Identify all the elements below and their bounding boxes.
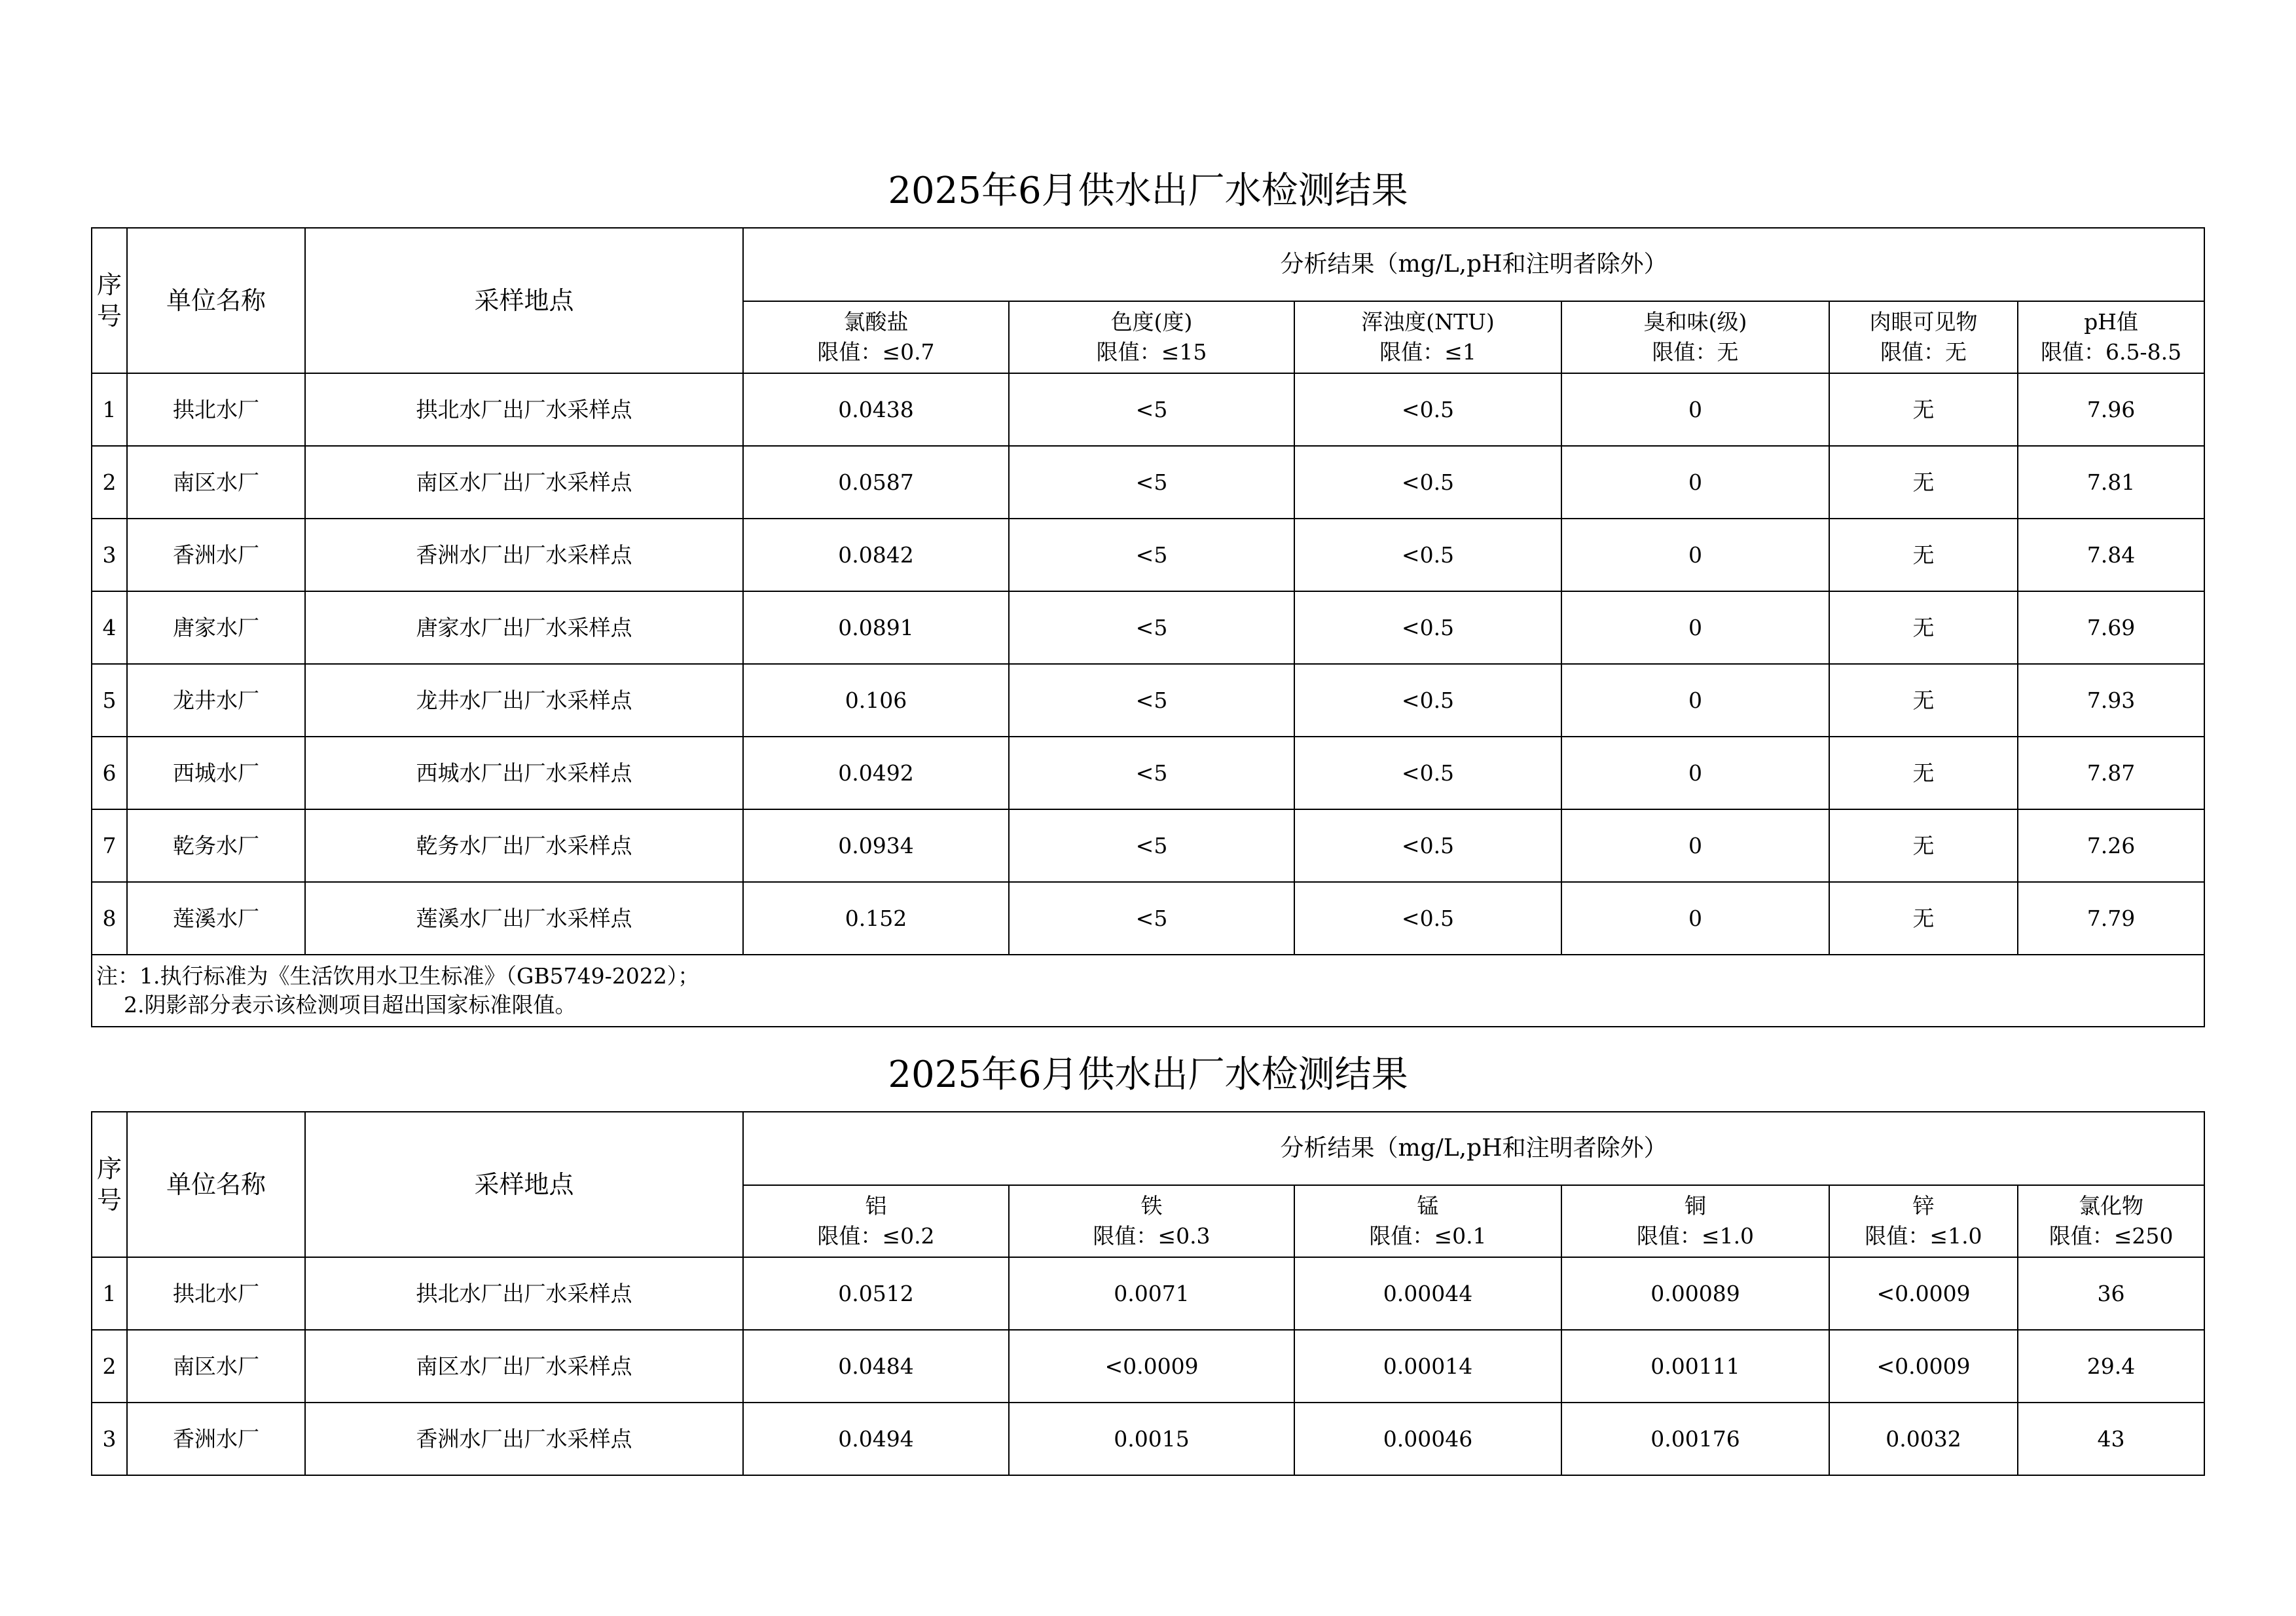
notes-row	[92, 955, 2204, 1027]
sample-location-header: 采样地点	[305, 228, 743, 373]
table-row	[92, 1257, 2204, 1330]
value-cell: 7.93	[2018, 664, 2204, 737]
value-cell: 无	[1829, 519, 2018, 591]
unit-cell: 唐家水厂	[127, 591, 305, 664]
value-cell: <0.0009	[1009, 1330, 1294, 1403]
value-cell: 0.0842	[743, 519, 1009, 591]
value-cell: 36	[2018, 1257, 2204, 1330]
value-cell: 0.0438	[743, 373, 1009, 446]
value-cell: 7.79	[2018, 882, 2204, 955]
location-cell: 南区水厂出厂水采样点	[305, 1330, 743, 1403]
value-cell: <5	[1009, 737, 1294, 809]
param-header-color: 色度(度) 限值：≤15	[1009, 301, 1294, 373]
table-row	[92, 1330, 2204, 1403]
value-cell: <5	[1009, 664, 1294, 737]
value-cell: 0.0587	[743, 446, 1009, 519]
value-cell: 0.0891	[743, 591, 1009, 664]
value-cell: 0	[1561, 446, 1829, 519]
notes-cell	[92, 955, 2204, 1027]
value-cell: <0.5	[1294, 664, 1561, 737]
table-row	[92, 373, 2204, 446]
value-cell: <5	[1009, 446, 1294, 519]
unit-name-header: 单位名称	[127, 228, 305, 373]
location-cell: 龙井水厂出厂水采样点	[305, 664, 743, 737]
value-cell: 7.69	[2018, 591, 2204, 664]
note-standard: 注：1.执行标准为《生活饮用水卫生标准》（GB5749-2022）；	[96, 963, 700, 989]
value-cell: 7.96	[2018, 373, 2204, 446]
value-cell: <0.5	[1294, 591, 1561, 664]
value-cell: <0.0009	[1829, 1330, 2018, 1403]
value-cell: <0.0009	[1829, 1257, 2018, 1330]
unit-cell: 拱北水厂	[127, 373, 305, 446]
value-cell: <5	[1009, 519, 1294, 591]
table-row	[92, 446, 2204, 519]
unit-cell: 莲溪水厂	[127, 882, 305, 955]
location-cell: 唐家水厂出厂水采样点	[305, 591, 743, 664]
value-cell: 0.00089	[1561, 1257, 1829, 1330]
value-cell: <5	[1009, 809, 1294, 882]
unit-cell: 香洲水厂	[127, 519, 305, 591]
value-cell: 无	[1829, 591, 2018, 664]
param-header-iron: 铁 限值：≤0.3	[1009, 1185, 1294, 1257]
value-cell: <5	[1009, 882, 1294, 955]
seq-cell: 2	[92, 446, 127, 519]
value-cell: 0.00014	[1294, 1330, 1561, 1403]
seq-header: 序号	[92, 228, 127, 373]
seq-cell: 1	[92, 1257, 127, 1330]
sample-location-header: 采样地点	[305, 1112, 743, 1257]
value-cell: 43	[2018, 1403, 2204, 1475]
param-header-manganese: 锰 限值：≤0.1	[1294, 1185, 1561, 1257]
value-cell: 无	[1829, 446, 2018, 519]
table-row	[92, 519, 2204, 591]
location-cell: 南区水厂出厂水采样点	[305, 446, 743, 519]
table-row	[92, 1403, 2204, 1475]
value-cell: 7.84	[2018, 519, 2204, 591]
value-cell: 0.152	[743, 882, 1009, 955]
unit-cell: 南区水厂	[127, 446, 305, 519]
page-title: 2025年6月供水出厂水检测结果	[888, 170, 1408, 212]
value-cell: <0.5	[1294, 519, 1561, 591]
analysis-group-header: 分析结果（mg/L,pH和注明者除外）	[743, 1112, 2204, 1185]
unit-cell: 乾务水厂	[127, 809, 305, 882]
value-cell: 7.26	[2018, 809, 2204, 882]
seq-cell: 5	[92, 664, 127, 737]
value-cell: 0.0015	[1009, 1403, 1294, 1475]
value-cell: 0.00111	[1561, 1330, 1829, 1403]
seq-cell: 4	[92, 591, 127, 664]
unit-cell: 西城水厂	[127, 737, 305, 809]
value-cell: <0.5	[1294, 737, 1561, 809]
value-cell: 0.00044	[1294, 1257, 1561, 1330]
value-cell: 0.0934	[743, 809, 1009, 882]
location-cell: 香洲水厂出厂水采样点	[305, 519, 743, 591]
seq-cell: 1	[92, 373, 127, 446]
value-cell: <0.5	[1294, 882, 1561, 955]
location-cell: 拱北水厂出厂水采样点	[305, 373, 743, 446]
table-row	[92, 664, 2204, 737]
value-cell: 7.81	[2018, 446, 2204, 519]
value-cell: <5	[1009, 591, 1294, 664]
value-cell: 0	[1561, 882, 1829, 955]
param-header-chlorate: 氯酸盐 限值：≤0.7	[743, 301, 1009, 373]
seq-cell: 8	[92, 882, 127, 955]
location-cell: 乾务水厂出厂水采样点	[305, 809, 743, 882]
value-cell: 无	[1829, 373, 2018, 446]
value-cell: 0.0494	[743, 1403, 1009, 1475]
table-row	[92, 591, 2204, 664]
value-cell: 0.0071	[1009, 1257, 1294, 1330]
value-cell: 无	[1829, 882, 2018, 955]
seq-cell: 3	[92, 519, 127, 591]
value-cell: 0	[1561, 737, 1829, 809]
page-title-2: 2025年6月供水出厂水检测结果	[888, 1054, 1408, 1096]
param-header-odor: 臭和味(级) 限值：无	[1561, 301, 1829, 373]
value-cell: 0.106	[743, 664, 1009, 737]
location-cell: 莲溪水厂出厂水采样点	[305, 882, 743, 955]
value-cell: <0.5	[1294, 446, 1561, 519]
seq-cell: 6	[92, 737, 127, 809]
seq-cell: 7	[92, 809, 127, 882]
results-table-1	[91, 227, 2205, 1027]
value-cell: 0	[1561, 664, 1829, 737]
value-cell: 无	[1829, 664, 2018, 737]
value-cell: 0.0484	[743, 1330, 1009, 1403]
value-cell: 0	[1561, 519, 1829, 591]
value-cell: 0.00046	[1294, 1403, 1561, 1475]
value-cell: 无	[1829, 809, 2018, 882]
param-header-visible-matter: 肉眼可见物 限值：无	[1829, 301, 2018, 373]
unit-cell: 南区水厂	[127, 1330, 305, 1403]
unit-cell: 龙井水厂	[127, 664, 305, 737]
value-cell: 29.4	[2018, 1330, 2204, 1403]
seq-header: 序号	[92, 1112, 127, 1257]
value-cell: 0.0492	[743, 737, 1009, 809]
table-row	[92, 809, 2204, 882]
value-cell: 0	[1561, 373, 1829, 446]
param-header-aluminum: 铝 限值：≤0.2	[743, 1185, 1009, 1257]
param-header-zinc: 锌 限值：≤1.0	[1829, 1185, 2018, 1257]
value-cell: 0.0512	[743, 1257, 1009, 1330]
note-shading: 2.阴影部分表示该检测项目超出国家标准限值。	[124, 992, 577, 1018]
value-cell: 0	[1561, 809, 1829, 882]
analysis-group-header: 分析结果（mg/L,pH和注明者除外）	[743, 228, 2204, 301]
table-row	[92, 882, 2204, 955]
unit-cell: 香洲水厂	[127, 1403, 305, 1475]
value-cell: 0.00176	[1561, 1403, 1829, 1475]
value-cell: 无	[1829, 737, 2018, 809]
param-header-turbidity: 浑浊度(NTU) 限值：≤1	[1294, 301, 1561, 373]
param-header-copper: 铜 限值：≤1.0	[1561, 1185, 1829, 1257]
value-cell: 0	[1561, 591, 1829, 664]
value-cell: <0.5	[1294, 809, 1561, 882]
value-cell: <5	[1009, 373, 1294, 446]
param-header-chloride: 氯化物 限值：≤250	[2018, 1185, 2204, 1257]
seq-cell: 2	[92, 1330, 127, 1403]
value-cell: 0.0032	[1829, 1403, 2018, 1475]
location-cell: 拱北水厂出厂水采样点	[305, 1257, 743, 1330]
unit-cell: 拱北水厂	[127, 1257, 305, 1330]
value-cell: 7.87	[2018, 737, 2204, 809]
value-cell: <0.5	[1294, 373, 1561, 446]
seq-cell: 3	[92, 1403, 127, 1475]
location-cell: 西城水厂出厂水采样点	[305, 737, 743, 809]
table-row	[92, 737, 2204, 809]
results-table-2	[91, 1111, 2205, 1476]
param-header-ph: pH值 限值：6.5-8.5	[2018, 301, 2204, 373]
unit-name-header: 单位名称	[127, 1112, 305, 1257]
location-cell: 香洲水厂出厂水采样点	[305, 1403, 743, 1475]
